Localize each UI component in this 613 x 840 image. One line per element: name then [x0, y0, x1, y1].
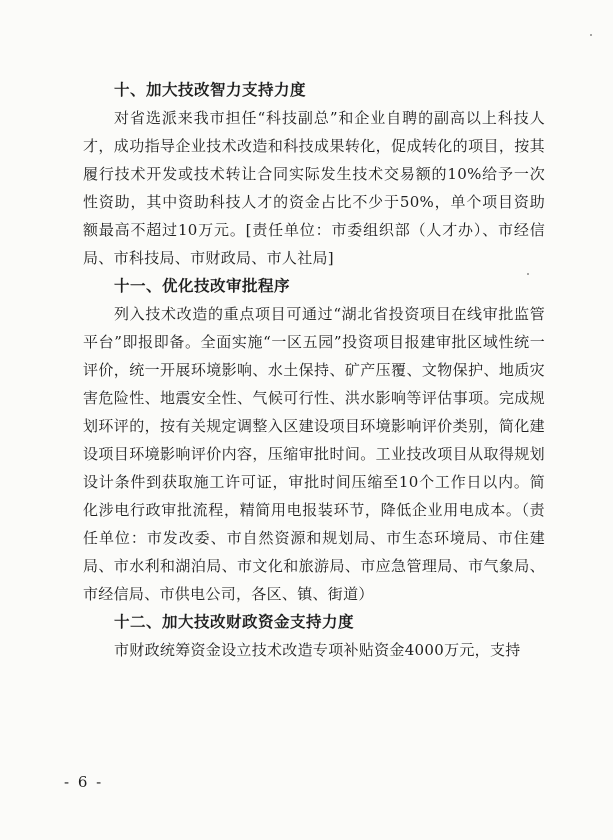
- section-12: [83, 608, 545, 664]
- section-paragraph: 列入技术改造的重点项目可通过“湖北省投资项目在线审批监管平台”即报即备。全面实施“一区五园”投资项目报建审批区域性统一评价，统一开展环境影响、水土保持、矿产压覆、文物保护、地质灾害危险性、地震安全性、气候可行性、洪水影响等评估事项。完成规划环评的，按有关规定调整入区建设项目环境影响评价类别，简化建设项目环境影响评价内容，压缩审批时间。工业技改项目从取得规划设计条件到获取施工许可证，审批时间压缩至10个工作日以内。简化涉电行政审批流程，精简用电报装环节，降低企业用电成本。（责任单位：市发改委、市自然资源和规划局、市生态环境局、市住建局、市水利和湖泊局、市文化和旅游局、市应急管理局、市气象局、市经信局、市供电公司，各区、镇、街道）: [83, 305, 545, 603]
- section-heading: 十一、优化技改审批程序: [114, 277, 291, 295]
- scan-speck: [527, 273, 529, 275]
- section-heading: 十、加大技改智力支持力度: [114, 81, 307, 99]
- page-number: - 6 -: [64, 773, 104, 791]
- section-11: [83, 272, 545, 608]
- section-heading: 十二、加大技改财政资金支持力度: [114, 613, 355, 631]
- document-body: [83, 76, 545, 664]
- scan-speck: [590, 34, 592, 36]
- section-10: [83, 76, 545, 272]
- section-paragraph: 市财政统筹资金设立技术改造专项补贴资金4000万元，支持: [114, 641, 521, 659]
- section-paragraph: 对省选派来我市担任“科技副总”和企业自聘的副高以上科技人才，成功指导企业技术改造和科技成果转化，促成转化的项目，按其履行技术开发或技术转让合同实际发生技术交易额的10%给予一次性资助，其中资助科技人才的资金占比不少于50%，单个项目资助额最高不超过10万元。[责任单位：市委组织部（人才办）、市经信局、市科技局、市财政局、市人社局]: [83, 109, 545, 267]
